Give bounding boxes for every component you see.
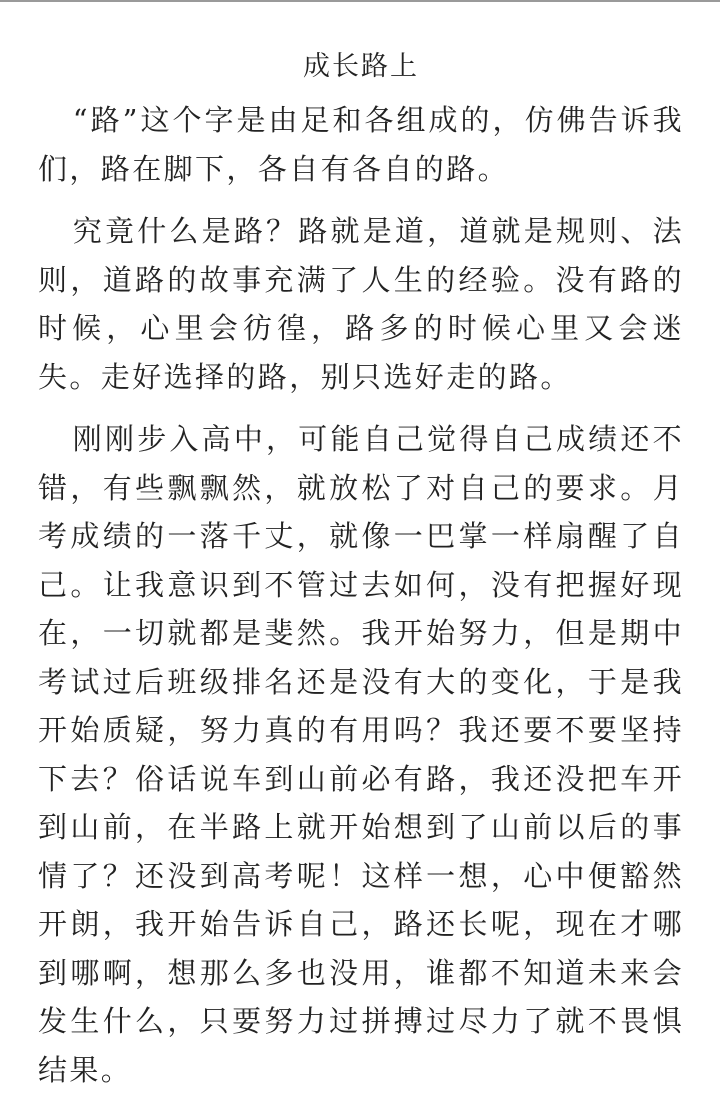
article-title: 成长路上	[303, 51, 419, 82]
paragraph-2: 究竟什么是路？路就是道，道就是规则、法则，道路的故事充满了人生的经验。没有路的时候，心里会彷徨，路多的时候心里又会迷失。走好选择的路，别只选好走的路。	[38, 214, 684, 394]
paragraph-3: 刚刚步入高中，可能自己觉得自己成绩还不错，有些飘飘然，就放松了对自己的要求。月考成绩的一落千丈，就像一巴掌一样扇醒了自己。让我意识到不管过去如何，没有把握好现在，一切就都是斐然。我开始努力，但是期中考试过后班级排名还是没有大的变化，于是我开始质疑，努力真的有用吗？我还要不要坚持下去？俗话说车到山前必有路，我还没把车开到山前，在半路上就开始想到了山前以后的事情了？还没到高考呢！这样一想，心中便豁然开朗，我开始告诉自己，路还长呢，现在才哪到哪啊，想那么多也没用，谁都不知道未来会发生什么，只要努力过拼搏过尽力了就不畏惧结果。	[38, 422, 684, 1087]
article	[38, 44, 684, 1094]
paragraph-1: “路”这个字是由足和各组成的，仿佛告诉我们，路在脚下，各自有各自的路。	[38, 103, 684, 186]
top-divider	[0, 0, 720, 2]
